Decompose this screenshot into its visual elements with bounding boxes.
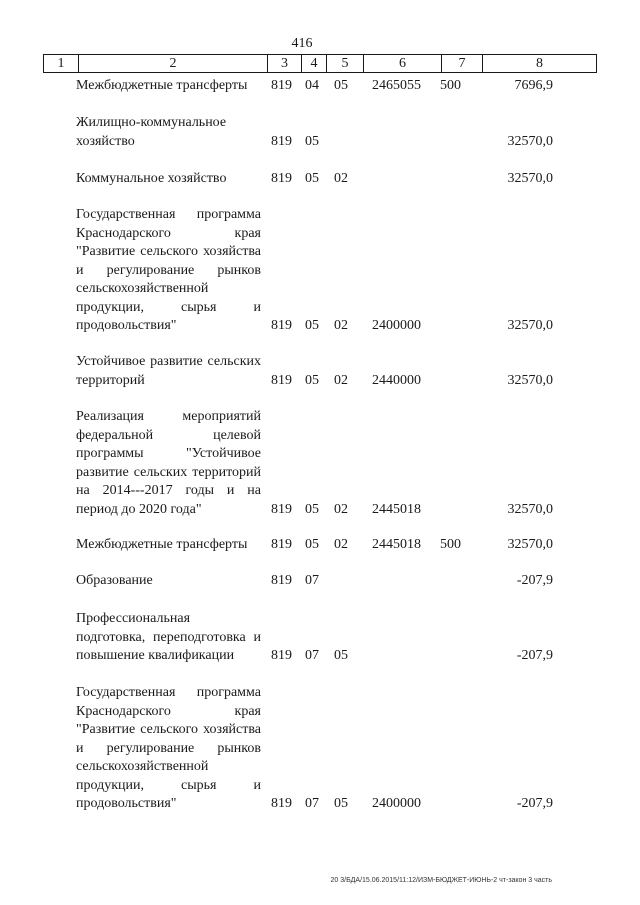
cell-c5: 05 xyxy=(334,77,348,93)
row-name: Государственная программа Краснодарского края "Развитие сельского хозяйства и регулирование рынков сельскохозяйственной продукции, сырья и продовольствия" xyxy=(76,207,261,333)
cell-c8: -207,9 xyxy=(516,795,553,811)
row-name: Государственная программа Краснодарского края "Развитие сельского хозяйства и регулирование рынков сельскохозяйственной продукции, сырья и продовольствия" xyxy=(76,685,261,811)
table-row xyxy=(0,610,640,665)
table-row xyxy=(0,408,640,519)
cell-c6: 2445018 xyxy=(372,501,421,517)
cell-c3: 819 xyxy=(271,77,292,93)
column-header-5: 5 xyxy=(327,55,364,73)
cell-c5: 02 xyxy=(334,317,348,333)
table-row xyxy=(0,206,640,335)
cell-c3: 819 xyxy=(271,170,292,186)
row-name: Межбюджетные трансферты xyxy=(76,537,248,552)
cell-c3: 819 xyxy=(271,372,292,388)
cell-c6: 2465055 xyxy=(372,77,421,93)
column-header-6: 6 xyxy=(364,55,442,73)
cell-c8: 7696,9 xyxy=(514,77,553,93)
cell-c8: 32570,0 xyxy=(507,170,553,186)
cell-c4: 05 xyxy=(305,133,319,149)
row-name: Реализация мероприятий федеральной целевой программы "Устойчивое развитие сельских территорий на 2014---2017 годы и на период до 2020 года" xyxy=(76,409,261,517)
column-header-1: 1 xyxy=(44,55,79,73)
document-footer: 20 3/БДА/15.06.2015/11:12/ИЗМ-БЮДЖЕТ-ИЮНЬ-2 чт-закон 3 часть xyxy=(330,877,552,884)
table-row xyxy=(0,114,640,151)
cell-c6: 2445018 xyxy=(372,536,421,552)
column-header-8: 8 xyxy=(483,55,597,73)
table-row xyxy=(0,353,640,390)
cell-c4: 05 xyxy=(305,372,319,388)
cell-c3: 819 xyxy=(271,647,292,663)
table-row xyxy=(0,170,640,188)
cell-c4: 05 xyxy=(305,317,319,333)
cell-c3: 819 xyxy=(271,133,292,149)
cell-c5: 05 xyxy=(334,647,348,663)
cell-c7: 500 xyxy=(440,77,461,93)
cell-c4: 05 xyxy=(305,170,319,186)
cell-c8: 32570,0 xyxy=(507,317,553,333)
cell-c8: 32570,0 xyxy=(507,133,553,149)
cell-c8: 32570,0 xyxy=(507,501,553,517)
cell-c5: 02 xyxy=(334,501,348,517)
cell-c3: 819 xyxy=(271,317,292,333)
column-header-2: 2 xyxy=(79,55,268,73)
cell-c8: 32570,0 xyxy=(507,536,553,552)
table-row xyxy=(0,536,640,554)
cell-c3: 819 xyxy=(271,501,292,517)
cell-c4: 07 xyxy=(305,647,319,663)
cell-c3: 819 xyxy=(271,572,292,588)
row-name: Жилищно-коммунальное хозяйство xyxy=(76,115,227,149)
column-header-3: 3 xyxy=(268,55,302,73)
page-number: 416 xyxy=(291,36,313,51)
cell-c4: 07 xyxy=(305,572,319,588)
cell-c5: 05 xyxy=(334,795,348,811)
column-header-table xyxy=(43,54,597,73)
cell-c7: 500 xyxy=(440,536,461,552)
cell-c8: -207,9 xyxy=(516,572,553,588)
column-header-row xyxy=(44,55,597,73)
cell-c4: 05 xyxy=(305,536,319,552)
row-name: Образование xyxy=(76,573,153,588)
row-name: Устойчивое развитие сельских территорий xyxy=(76,354,261,388)
table-row xyxy=(0,77,640,95)
table-row xyxy=(0,684,640,813)
cell-c4: 04 xyxy=(305,77,319,93)
cell-c4: 05 xyxy=(305,501,319,517)
row-name: Коммунальное хозяйство xyxy=(76,171,227,186)
cell-c8: 32570,0 xyxy=(507,372,553,388)
cell-c3: 819 xyxy=(271,795,292,811)
cell-c5: 02 xyxy=(334,372,348,388)
cell-c5: 02 xyxy=(334,170,348,186)
cell-c3: 819 xyxy=(271,536,292,552)
cell-c6: 2400000 xyxy=(372,317,421,333)
cell-c8: -207,9 xyxy=(516,647,553,663)
row-name: Профессиональная подготовка, переподготовка и повышение квалификации xyxy=(76,611,261,663)
cell-c6: 2440000 xyxy=(372,372,421,388)
column-header-4: 4 xyxy=(302,55,327,73)
row-name: Межбюджетные трансферты xyxy=(76,78,248,93)
cell-c6: 2400000 xyxy=(372,795,421,811)
cell-c4: 07 xyxy=(305,795,319,811)
table-row xyxy=(0,572,640,590)
column-header-7: 7 xyxy=(442,55,483,73)
cell-c5: 02 xyxy=(334,536,348,552)
